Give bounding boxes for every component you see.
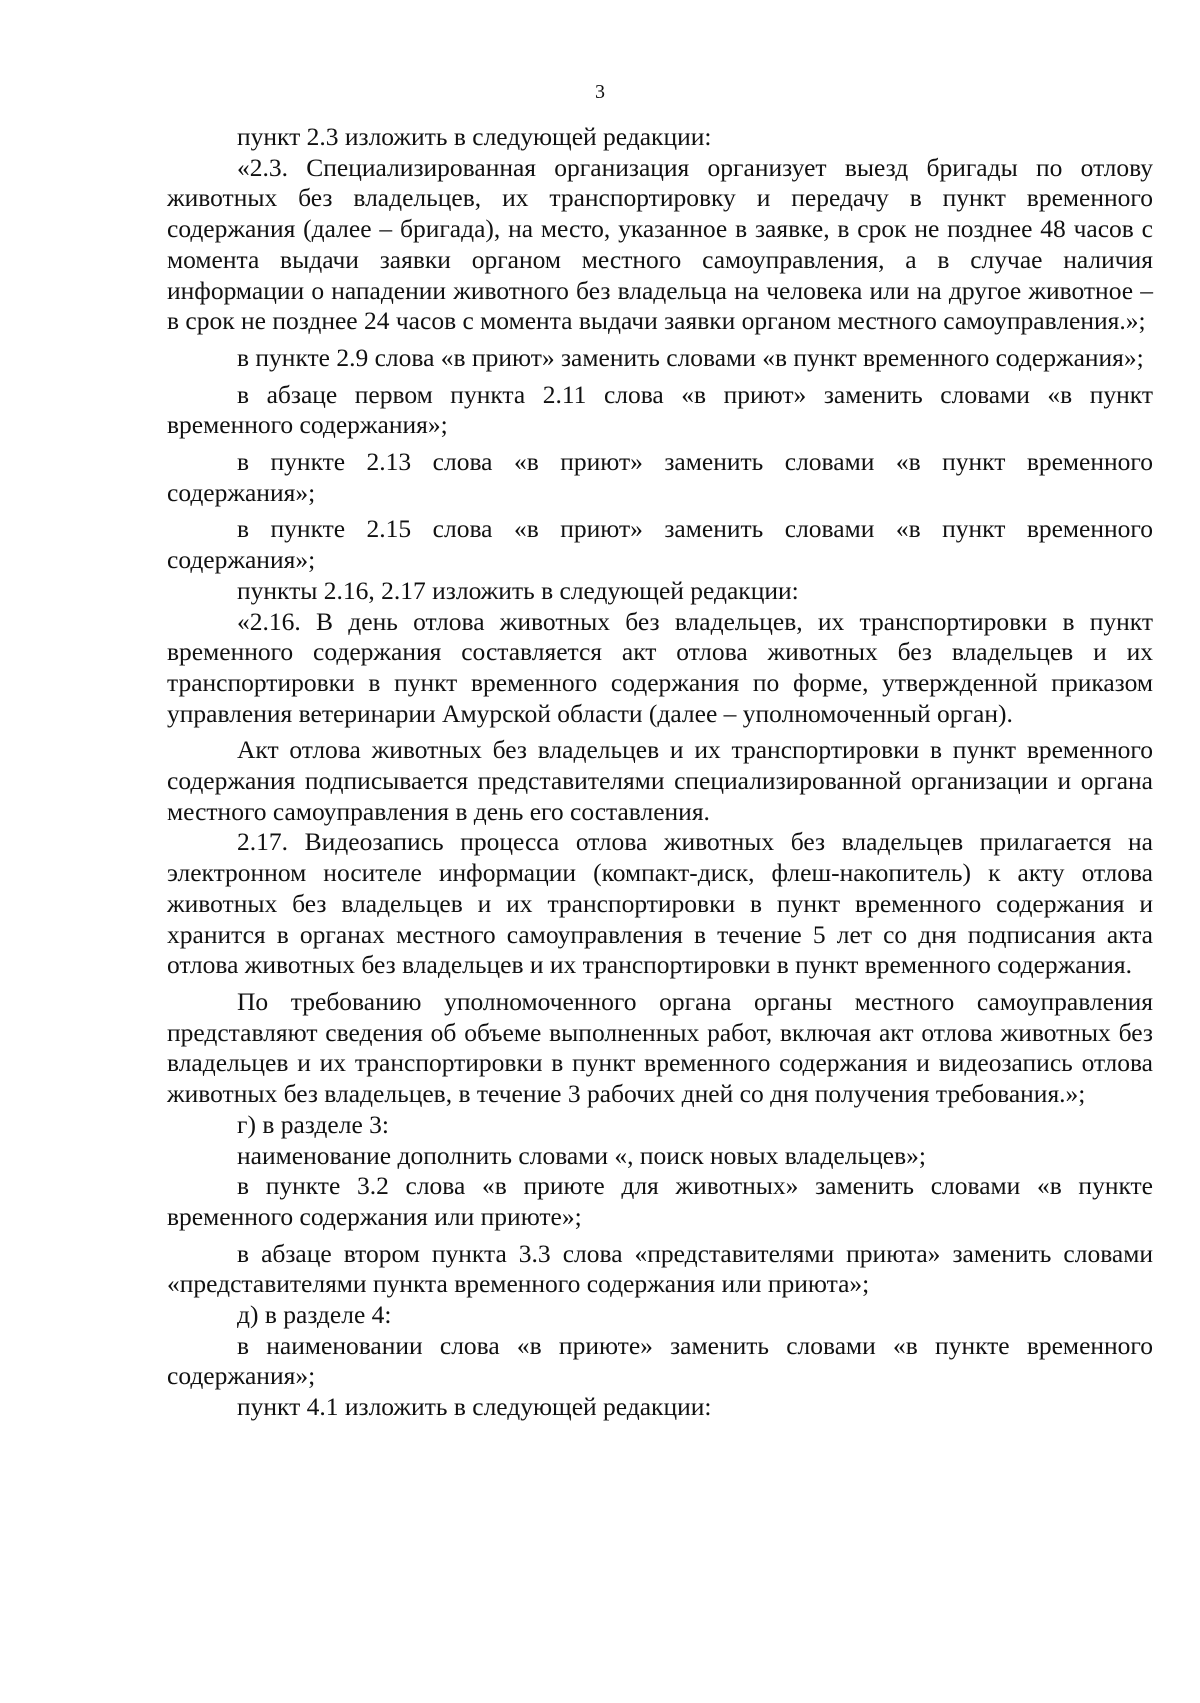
paragraph: «2.3. Специализированная организация организует выезд бригады по отлову животных без владельцев, их транспортировку и передачу в пункт временного содержания (далее – бригада), на место, указанное в заявке, в срок не позднее 48 часов с момента выдачи заявки органом местного самоуправления, а в случае наличия информации о нападении животного без владельца на человека или на другое животное – в срок не позднее 24 часов с момента выдачи заявки органом местного самоуправления.»; (167, 152, 1153, 336)
paragraph: в пункте 2.9 слова «в приют» заменить словами «в пункт временного содержания»; (237, 342, 1144, 372)
paragraph: пункт 2.3 изложить в следующей редакции: (237, 122, 712, 151)
paragraph: Акт отлова животных без владельцев и их транспортировки в пункт временного содержания подписывается представителями специализированной организации и органа местного самоуправления в день его составления. (167, 735, 1153, 826)
paragraph: в пункте 2.13 слова «в приют» заменить словами «в пункт временного содержания»; (167, 447, 1153, 507)
paragraph: «2.16. В день отлова животных без владельцев, их транспортировки в пункт временного содержания составляется акт отлова животных без владельцев и их транспортировки в пункт временного содержания по форме, утвержденной приказом управления ветеринарии Амурской области (далее – уполномоченный орган). (167, 606, 1153, 728)
paragraph: в пункте 2.15 слова «в приют» заменить словами «в пункт временного содержания»; (167, 514, 1153, 575)
page-number: 3 (595, 81, 605, 103)
paragraph: пункт 4.1 изложить в следующей редакции: (237, 1392, 712, 1422)
paragraph: в абзаце первом пункта 2.11 слова «в приют» заменить словами «в пункт временного содержания»; (167, 379, 1153, 440)
paragraph: в абзаце втором пункта 3.3 слова «представителями приюта» заменить словами «представителями пункта временного содержания или приюта»; (167, 1238, 1153, 1299)
paragraph: 2.17. Видеозапись процесса отлова животных без владельцев прилагается на электронном носителе информации (компакт-диск, флеш-накопитель) к акту отлова животных без владельцев и их транспортировки в пункт временного содержания и хранится в органах местного самоуправления в течение 5 лет со дня подписания акта отлова животных без владельцев и их транспортировки в пункт временного содержания. (167, 827, 1153, 980)
paragraph: г) в разделе 3: (237, 1109, 389, 1139)
document-body (167, 122, 1153, 1423)
paragraph: в наименовании слова «в приюте» заменить словами «в пункте временного содержания»; (167, 1330, 1153, 1391)
paragraph: наименование дополнить словами «, поиск новых владельцев»; (237, 1140, 926, 1170)
paragraph: По требованию уполномоченного органа органы местного самоуправления представляют сведения об объеме выполненных работ, включая акт отлова животных без владельцев и их транспортировки в пункт временного содержания и видеозапись отлова животных без владельцев, в течение 3 рабочих дней со дня получения требования.»; (167, 986, 1153, 1109)
paragraph: д) в разделе 4: (237, 1300, 392, 1330)
paragraph: в пункте 3.2 слова «в приюте для животных» заменить словами «в пункте временного содержания или приюте»; (167, 1171, 1153, 1231)
paragraph: пункты 2.16, 2.17 изложить в следующей редакции: (237, 575, 799, 605)
